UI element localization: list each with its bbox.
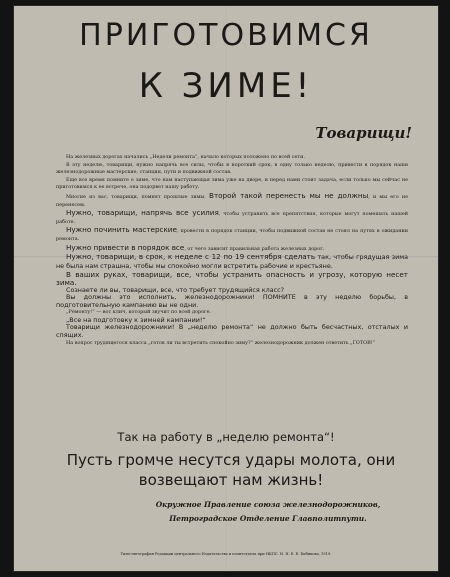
poster-title-line1: ПРИГОТОВИМСЯ bbox=[79, 18, 373, 53]
paragraph-part: , от чего зависит правильная работа железных дорог. bbox=[184, 245, 325, 252]
paragraph-part: Многие из вас, товарищи, помнят прошлые зимы. bbox=[66, 193, 206, 200]
paragraph: На железных дорогах начались „Недели ремонта“, начало которых положено по всей сети. bbox=[66, 154, 305, 160]
emphasis-phrase: Нужно починить мастерские bbox=[66, 225, 177, 235]
paragraph: Еще все время помните о зиме, что нам наступающая зима уже на дворе, и перед нами стоит задача, если только мы сейчас не приготовимся к ее встрече, она подорвет нашу работу. bbox=[56, 176, 408, 191]
paragraph-part: , чтобы устранить все препятствия, которые могут помешать нашей работе. bbox=[56, 211, 409, 225]
signature-line: Окружное Правление союза железнодорожников, bbox=[155, 500, 381, 509]
paragraph: Сознаете ли вы, товарищи, все, что требует трудящийся класс? bbox=[66, 285, 285, 294]
poster-title-line2: К ЗИМЕ! bbox=[138, 66, 314, 106]
paragraph-part: , и мы его не перенесем. bbox=[56, 193, 408, 208]
paragraph: На вопрос трудящегося класса „готов ли ты встретить спокойно зиму?“ железнодорожник должен ответить „ГОТОВ!“ bbox=[66, 339, 376, 346]
paragraph: В эту неделю, товарищи, нужно напрячь все силы, чтобы в короткий срок, в одну только неделю, привести в порядок наши железнодорожные мастерские, станции, пути и подвижной состав. bbox=[56, 161, 408, 176]
paragraph bbox=[56, 192, 408, 209]
signature-line: Петроградское Отделение Главполитпути. bbox=[169, 514, 367, 523]
printer-imprint: Типо-литография Редакции центрального Издательства и политотдела при НКПС. Н. Н. Е. Е. Бибикова, 1919. bbox=[120, 552, 332, 556]
slogan-hammer: Пусть громче несутся удары молота, они возвещают нам жизнь! bbox=[66, 451, 396, 489]
slogan-work-week: Так на работу в „неделю ремонта“! bbox=[117, 430, 335, 444]
greeting: Товарищи! bbox=[315, 124, 412, 142]
paragraph bbox=[56, 209, 408, 226]
emphasis-phrase: Нужно, товарищи, напрячь все усилия bbox=[66, 208, 219, 218]
body-text bbox=[56, 154, 408, 347]
signature-block bbox=[138, 498, 398, 526]
paragraph: „Все на подготовку к зимней кампании!“ bbox=[66, 315, 206, 324]
emphasis-phrase: Второй такой перенесть мы не должны bbox=[209, 190, 369, 200]
paragraph bbox=[56, 226, 408, 243]
paragraph bbox=[56, 253, 408, 271]
paragraph-part: , провести в порядок станции, чтобы подвижной состав не стоял на путях в ожидании ремонта. bbox=[56, 228, 408, 242]
paragraph: Товарищи железнодорожники! В „неделю ремонта“ не должно быть бесчастных, отсталых и спящих. bbox=[56, 323, 408, 340]
paragraph-part: так, чтобы грядущая зима не была нам страшна, чтобы мы спокойно могли встретить bbox=[56, 253, 408, 270]
paragraph-part: рабочие и крестьяне. bbox=[258, 261, 333, 270]
paragraph: В ваших руках, товарищи, все, чтобы устранить опасность и угрозу, которую несет зима. bbox=[56, 270, 408, 287]
emphasis-phrase: Нужно привести в порядок все bbox=[66, 242, 185, 252]
poster-sheet bbox=[14, 6, 438, 571]
paragraph: Вы должны это исполнить, железнодорожники! ПОМНИТЕ в эту неделю борьбы, в подготовительную кампанию вы не одни. bbox=[56, 293, 408, 309]
emphasis-phrase: Нужно, товарищи, в срок, к неделе с 12 по 19 сентября сделать bbox=[66, 252, 316, 262]
paragraph: „Ремонту!“ — вот клич, который звучит по всей дороге. bbox=[66, 309, 212, 316]
